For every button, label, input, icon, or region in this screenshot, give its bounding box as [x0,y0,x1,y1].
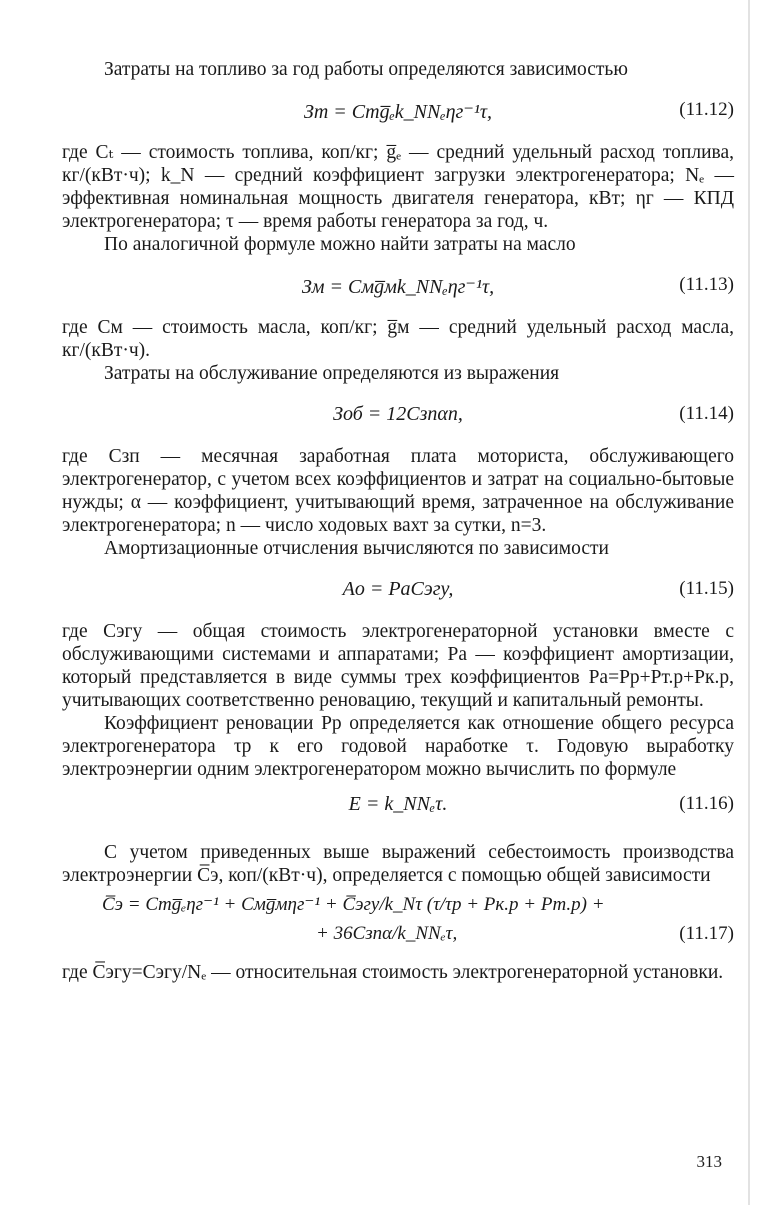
formula-11-15 [62,574,734,608]
formula-expression: Зм = Cмg̅мk_NNₑηг⁻¹τ, [301,276,495,298]
formula-number: (11.14) [679,403,734,424]
formula-11-12 [62,95,734,129]
paragraph-service-intro: Затраты на обслуживание определяются из выражения [104,363,560,384]
paragraph-fuel-costs: Затраты на топливо за год работы определяются зависимостью [104,59,628,80]
formula-number: (11.17) [679,923,734,944]
page-edge-shadow [748,0,750,1205]
formula-11-13 [62,270,734,304]
paragraph-relative-cost: где C̅эгу=Cэгу/Nₑ — относительная стоимость электрогенераторной установки. [62,962,724,983]
paragraph-cost-of-production: С учетом приведенных выше выражений себестоимость производства электроэнергии C̅э, коп/(кВт·ч), определяется с помощью общей зависимости [62,842,734,886]
page-number: 313 [696,1152,722,1171]
formula-11-14 [62,399,734,433]
formula-line-2: + 36Cзпα/k_NNₑτ, [316,923,458,944]
formula-11-16 [62,789,734,819]
formula-expression: Зоб = 12Cзпαn, [333,403,463,425]
paragraph-fuel-definitions: где Сₜ — стоимость топлива, коп/кг; g̅ₑ — средний удельный расход топлива, кг/(кВт·ч); k_N — средний коэффициент загрузки электрогенератора; Nₑ — эффективная номинальная мощность двигателя генератора, кВт; ηг — КПД электрогенератора; τ — время работы генератора за год, ч. [62,142,734,232]
formula-expression: Aо = PаCэгу, [342,578,454,600]
paragraph-oil-definitions: где Cм — стоимость масла, коп/кг; g̅м — средний удельный расход масла, кг/(кВт·ч). [62,317,734,361]
formula-expression: E = k_NNₑτ. [348,793,448,815]
paragraph-service-definitions: где Cзп — месячная заработная плата моториста, обслуживающего электрогенератор, с учетом всех коэффициентов и затрат на социально-бытовые нужды; α — коэффициент, учитывающий время, затраченное на обслуживание электрогенератора; n — число ходовых вахт за сутки, n=3. [62,446,734,536]
paragraph-amortization-definitions: где Cэгу — общая стоимость электрогенераторной установки вместе с обслуживающими системами и аппаратами; Pа — коэффициент амортизации, который представляется в виде суммы трех коэффициентов Pа=Pр+Pт.р+Pк.р, учитывающих соответственно реновацию, текущий и капитальный ремонты. [62,621,734,711]
formula-line-1: C̅э = Cтg̅ₑηг⁻¹ + Cмg̅мηг⁻¹ + C̅эгу/k_Nτ (τ/τр + Pк.р + Pт.р) + [102,894,605,915]
formula-11-17 [62,893,734,955]
book-page [62,58,734,984]
paragraph-renovation: Коэффициент реновации Pр определяется как отношение общего ресурса электрогенератора τр к его годовой наработке τ. Годовую выработку электроэнергии одним электрогенератором можно вычислить по формуле [62,713,734,780]
formula-number: (11.12) [679,99,734,120]
paragraph-amortization-intro: Амортизационные отчисления вычисляются по зависимости [104,538,609,559]
paragraph-oil-intro: По аналогичной формуле можно найти затраты на масло [104,234,576,255]
formula-number: (11.13) [679,274,734,295]
formula-expression: Зт = Cтg̅ₑk_NNₑηг⁻¹τ, [303,101,493,123]
formula-number: (11.15) [679,578,734,599]
formula-number: (11.16) [679,793,734,814]
spacer [62,829,734,841]
